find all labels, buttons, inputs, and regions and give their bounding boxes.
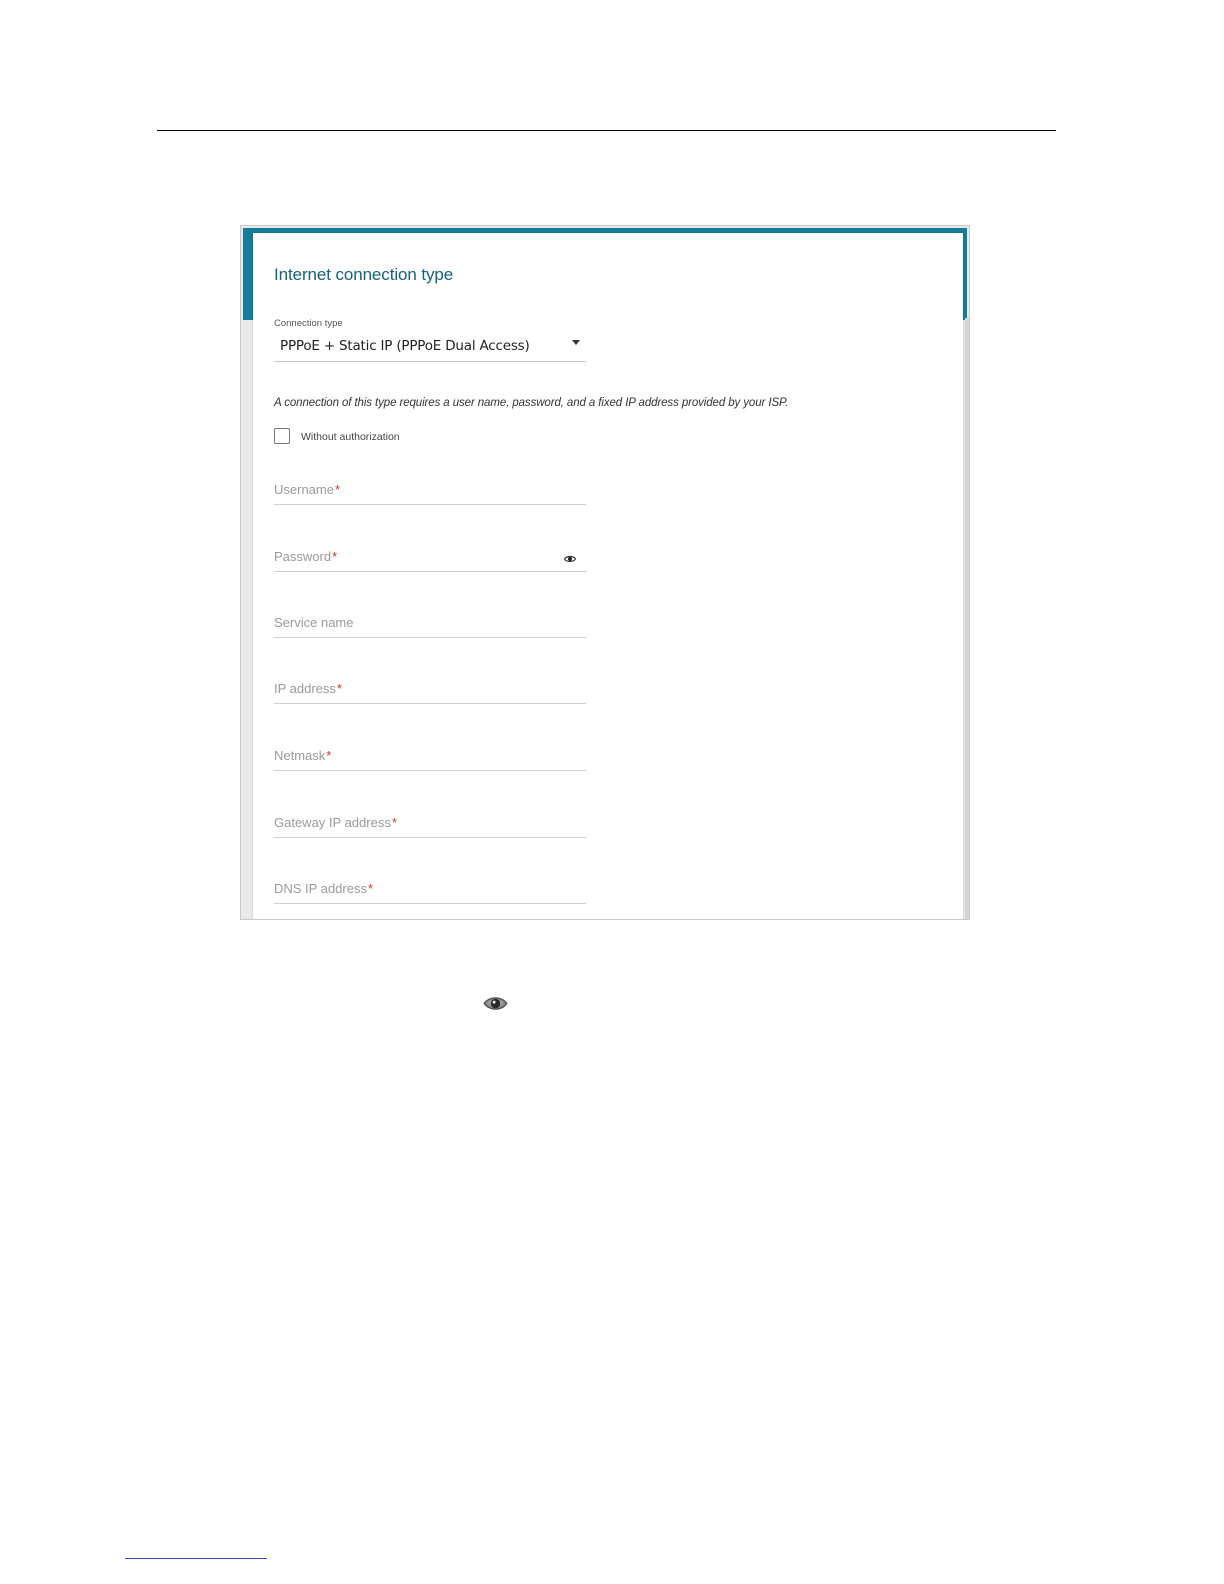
password-label: Password* [274, 549, 338, 564]
dns-ip-address-label: DNS IP address* [274, 881, 374, 896]
scrollbar[interactable] [965, 318, 969, 919]
eye-icon[interactable] [564, 555, 576, 563]
checkbox-box[interactable] [274, 428, 290, 444]
page-title: Internet connection type [274, 265, 454, 284]
connection-description: A connection of this type requires a user name, password, and a fixed IP address provided by your ISP. [274, 397, 789, 409]
netmask-label: Netmask* [274, 748, 332, 763]
netmask-field[interactable] [274, 746, 586, 771]
dns-ip-address-field[interactable] [274, 879, 586, 904]
eye-icon [483, 995, 508, 1012]
header-rule [157, 130, 1056, 131]
ip-address-label: IP address* [274, 681, 342, 696]
router-settings-screenshot [240, 225, 970, 920]
without-authorization-label: Without authorization [301, 431, 400, 443]
ip-address-field[interactable] [274, 679, 586, 704]
connection-type-select[interactable] [274, 333, 586, 362]
connection-type-label: Connection type [274, 318, 343, 329]
footer-rule [125, 1558, 267, 1559]
username-field[interactable] [274, 480, 586, 505]
caret-down-icon [572, 340, 580, 345]
gateway-ip-address-label: Gateway IP address* [274, 815, 397, 830]
service-name-field[interactable] [274, 613, 586, 638]
connection-type-value: PPPoE + Static IP (PPPoE Dual Access) [280, 338, 530, 354]
password-field[interactable] [274, 547, 586, 572]
service-name-label: Service name [274, 615, 354, 630]
username-label: Username* [274, 482, 341, 497]
connection-card [253, 233, 963, 919]
gateway-ip-address-field[interactable] [274, 813, 586, 838]
